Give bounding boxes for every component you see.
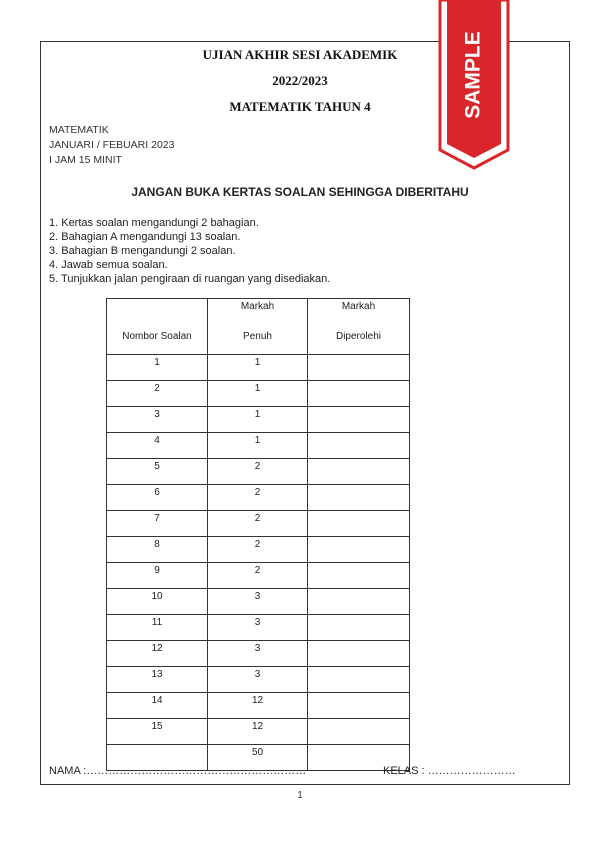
full-marks-cell: 2 <box>208 485 308 511</box>
class-field-label: KELAS : …………………… <box>383 765 516 777</box>
table-row <box>107 407 410 433</box>
total-marks-cell: 50 <box>208 745 308 771</box>
warning-heading: JANGAN BUKA KERTAS SOALAN SEHINGGA DIBERITAHU <box>131 185 469 199</box>
page-number: 1 <box>297 790 303 801</box>
table-row <box>107 433 410 459</box>
sample-stamp <box>438 0 510 170</box>
obtained-marks-cell <box>308 485 410 511</box>
question-number-cell: 7 <box>107 511 208 537</box>
header-question-number: Nombor Soalan <box>107 299 208 355</box>
table-row <box>107 537 410 563</box>
question-number-cell: 14 <box>107 693 208 719</box>
obtained-marks-cell <box>308 563 410 589</box>
instructions-list <box>49 216 330 286</box>
obtained-marks-cell <box>308 407 410 433</box>
marks-table <box>106 298 410 771</box>
question-number-cell: 1 <box>107 355 208 381</box>
question-number-cell: 2 <box>107 381 208 407</box>
question-number-cell: 3 <box>107 407 208 433</box>
obtained-marks-cell <box>308 667 410 693</box>
full-marks-cell: 2 <box>208 563 308 589</box>
full-marks-cell: 3 <box>208 667 308 693</box>
full-marks-cell: 1 <box>208 407 308 433</box>
subject-label: MATEMATIK <box>49 124 109 136</box>
header-obtained-marks: Markah Diperolehi <box>308 299 410 355</box>
obtained-marks-cell <box>308 459 410 485</box>
full-marks-cell: 1 <box>208 355 308 381</box>
instruction-item: 3. Bahagian B mengandungi 2 soalan. <box>49 245 236 257</box>
date-label: JANUARI / FEBUARI 2023 <box>49 139 175 151</box>
table-row <box>107 485 410 511</box>
full-marks-cell: 3 <box>208 589 308 615</box>
table-row <box>107 511 410 537</box>
table-row <box>107 693 410 719</box>
name-field-label: NAMA :…………………………………………………… <box>49 765 307 777</box>
instruction-item: 2. Bahagian A mengandungi 13 soalan. <box>49 231 241 243</box>
table-row <box>107 355 410 381</box>
instruction-item: 1. Kertas soalan mengandungi 2 bahagian. <box>49 217 259 229</box>
obtained-marks-cell <box>308 693 410 719</box>
full-marks-cell: 2 <box>208 511 308 537</box>
obtained-marks-cell <box>308 615 410 641</box>
question-number-cell: 8 <box>107 537 208 563</box>
exam-subject-title: MATEMATIK TAHUN 4 <box>229 99 371 114</box>
full-marks-cell: 1 <box>208 433 308 459</box>
table-row <box>107 381 410 407</box>
obtained-marks-cell <box>308 433 410 459</box>
full-marks-cell: 12 <box>208 693 308 719</box>
table-row <box>107 459 410 485</box>
question-number-cell: 5 <box>107 459 208 485</box>
instruction-item: 4. Jawab semua soalan. <box>49 259 168 271</box>
obtained-marks-cell <box>308 719 410 745</box>
question-number-cell: 9 <box>107 563 208 589</box>
obtained-marks-cell <box>308 537 410 563</box>
question-number-cell: 12 <box>107 641 208 667</box>
table-row <box>107 667 410 693</box>
obtained-marks-cell <box>308 589 410 615</box>
question-number-cell: 15 <box>107 719 208 745</box>
question-number-cell: 6 <box>107 485 208 511</box>
question-number-cell: 10 <box>107 589 208 615</box>
exam-year: 2022/2023 <box>272 73 328 88</box>
question-number-cell: 11 <box>107 615 208 641</box>
obtained-marks-cell <box>308 511 410 537</box>
full-marks-cell: 3 <box>208 615 308 641</box>
obtained-marks-cell <box>308 641 410 667</box>
duration-label: I JAM 15 MINIT <box>49 154 122 166</box>
full-marks-cell: 3 <box>208 641 308 667</box>
table-row <box>107 563 410 589</box>
obtained-marks-cell <box>308 381 410 407</box>
table-row <box>107 719 410 745</box>
table-row <box>107 589 410 615</box>
obtained-marks-cell <box>308 355 410 381</box>
instruction-item: 5. Tunjukkan jalan pengiraan di ruangan yang disediakan. <box>49 273 331 285</box>
question-number-cell: 13 <box>107 667 208 693</box>
full-marks-cell: 2 <box>208 459 308 485</box>
table-header-row <box>107 299 410 355</box>
table-row <box>107 615 410 641</box>
sample-stamp-text: SAMPLE <box>461 31 485 119</box>
full-marks-cell: 12 <box>208 719 308 745</box>
question-number-cell: 4 <box>107 433 208 459</box>
exam-title: UJIAN AKHIR SESI AKADEMIK <box>202 47 398 62</box>
full-marks-cell: 1 <box>208 381 308 407</box>
table-row <box>107 641 410 667</box>
full-marks-cell: 2 <box>208 537 308 563</box>
header-full-marks: Markah Penuh <box>208 299 308 355</box>
